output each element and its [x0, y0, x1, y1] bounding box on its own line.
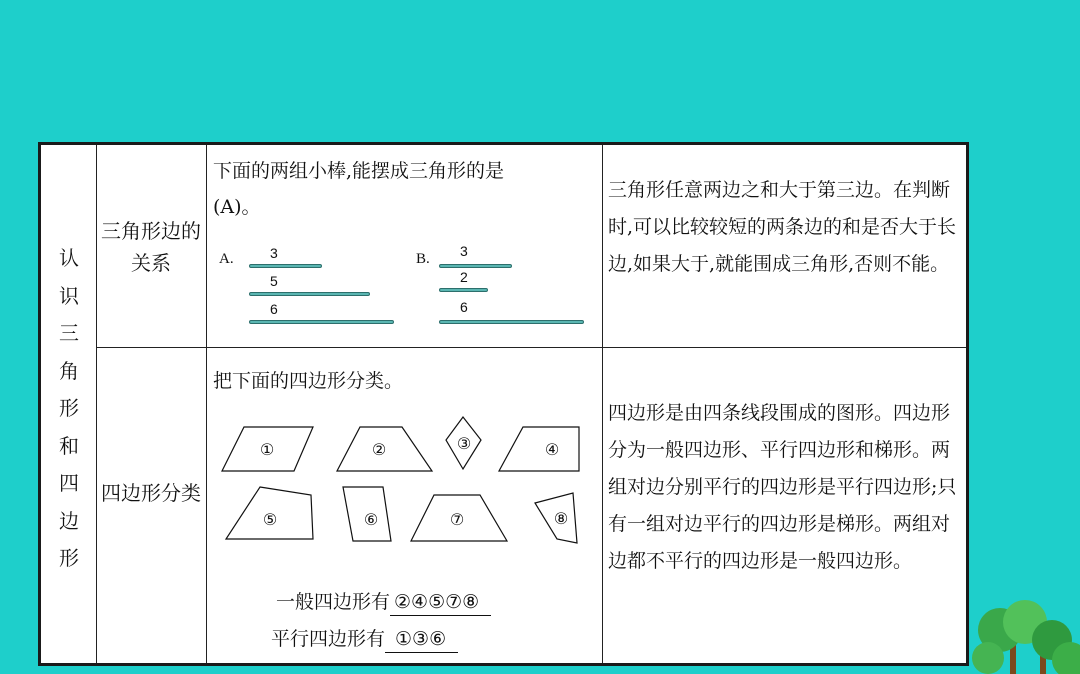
column-divider-1	[96, 145, 97, 663]
stick-b1-label: 3	[460, 243, 468, 259]
stick-a1-label: 3	[270, 245, 278, 261]
answer-general-prefix: 一般四边形有	[276, 591, 391, 613]
shape-4	[499, 427, 579, 471]
shape-5-label: ⑤	[262, 510, 278, 529]
column-divider-2	[206, 145, 207, 663]
question-line-2: (A)。	[213, 196, 261, 218]
answer-parallelogram-prefix: 平行四边形有	[271, 628, 386, 650]
section-title: 认 识 三 角 形 和 四 边 形	[59, 246, 79, 570]
answer-parallelograms	[271, 626, 458, 653]
stick-b2	[439, 288, 488, 292]
answer-general-value: ②④⑤⑦⑧	[390, 589, 491, 616]
option-b-label: B.	[416, 251, 430, 267]
topic-triangle-sides: 三角形边的关系	[101, 219, 201, 275]
column-divider-3	[602, 145, 603, 663]
stick-a2	[249, 292, 370, 296]
stick-b1	[439, 264, 512, 268]
tree-decoration	[970, 600, 1080, 674]
topic-quadrilateral-classification	[101, 477, 201, 509]
question-quadrilateral: 把下面的四边形分类。	[213, 370, 404, 392]
shape-2-label: ②	[371, 440, 387, 459]
shape-1-label: ①	[259, 440, 275, 459]
explanation-triangle: 三角形任意两边之和大于第三边。在判断时,可以比较较短的两条边的和是否大于长边,如果大于,就能围成三角形,否则不能。	[608, 179, 957, 275]
shape-3-label: ③	[456, 434, 472, 453]
stick-a1	[249, 264, 322, 268]
shape-8-label: ⑧	[553, 509, 569, 528]
stick-a3-label: 6	[270, 301, 278, 317]
stick-a3	[249, 320, 394, 324]
quadrilateral-figures	[207, 407, 601, 557]
shape-4-label: ④	[544, 440, 560, 459]
option-a-label: A.	[219, 251, 234, 267]
answer-general-quadrilaterals	[276, 589, 491, 616]
stick-b2-label: 2	[460, 269, 468, 285]
row-divider	[96, 347, 966, 348]
stick-b3	[439, 320, 584, 324]
shape-7-label: ⑦	[449, 510, 465, 529]
shape-6-label: ⑥	[363, 510, 379, 529]
stick-b3-label: 6	[460, 299, 468, 315]
knowledge-table	[38, 142, 969, 666]
explanation-quadrilateral: 四边形是由四条线段围成的图形。四边形分为一般四边形、平行四边形和梯形。两组对边分别平行的四边形是平行四边形;只有一组对边平行的四边形是梯形。两组对边都不平行的四边形是一般四边形。	[608, 402, 957, 572]
question-line-1: 下面的两组小棒,能摆成三角形的是	[213, 160, 505, 182]
question-triangle	[213, 153, 593, 225]
topic-line-1: 四边形分类	[101, 481, 201, 505]
stick-a2-label: 5	[270, 273, 278, 289]
answer-parallelogram-value: ①③⑥	[385, 626, 458, 653]
